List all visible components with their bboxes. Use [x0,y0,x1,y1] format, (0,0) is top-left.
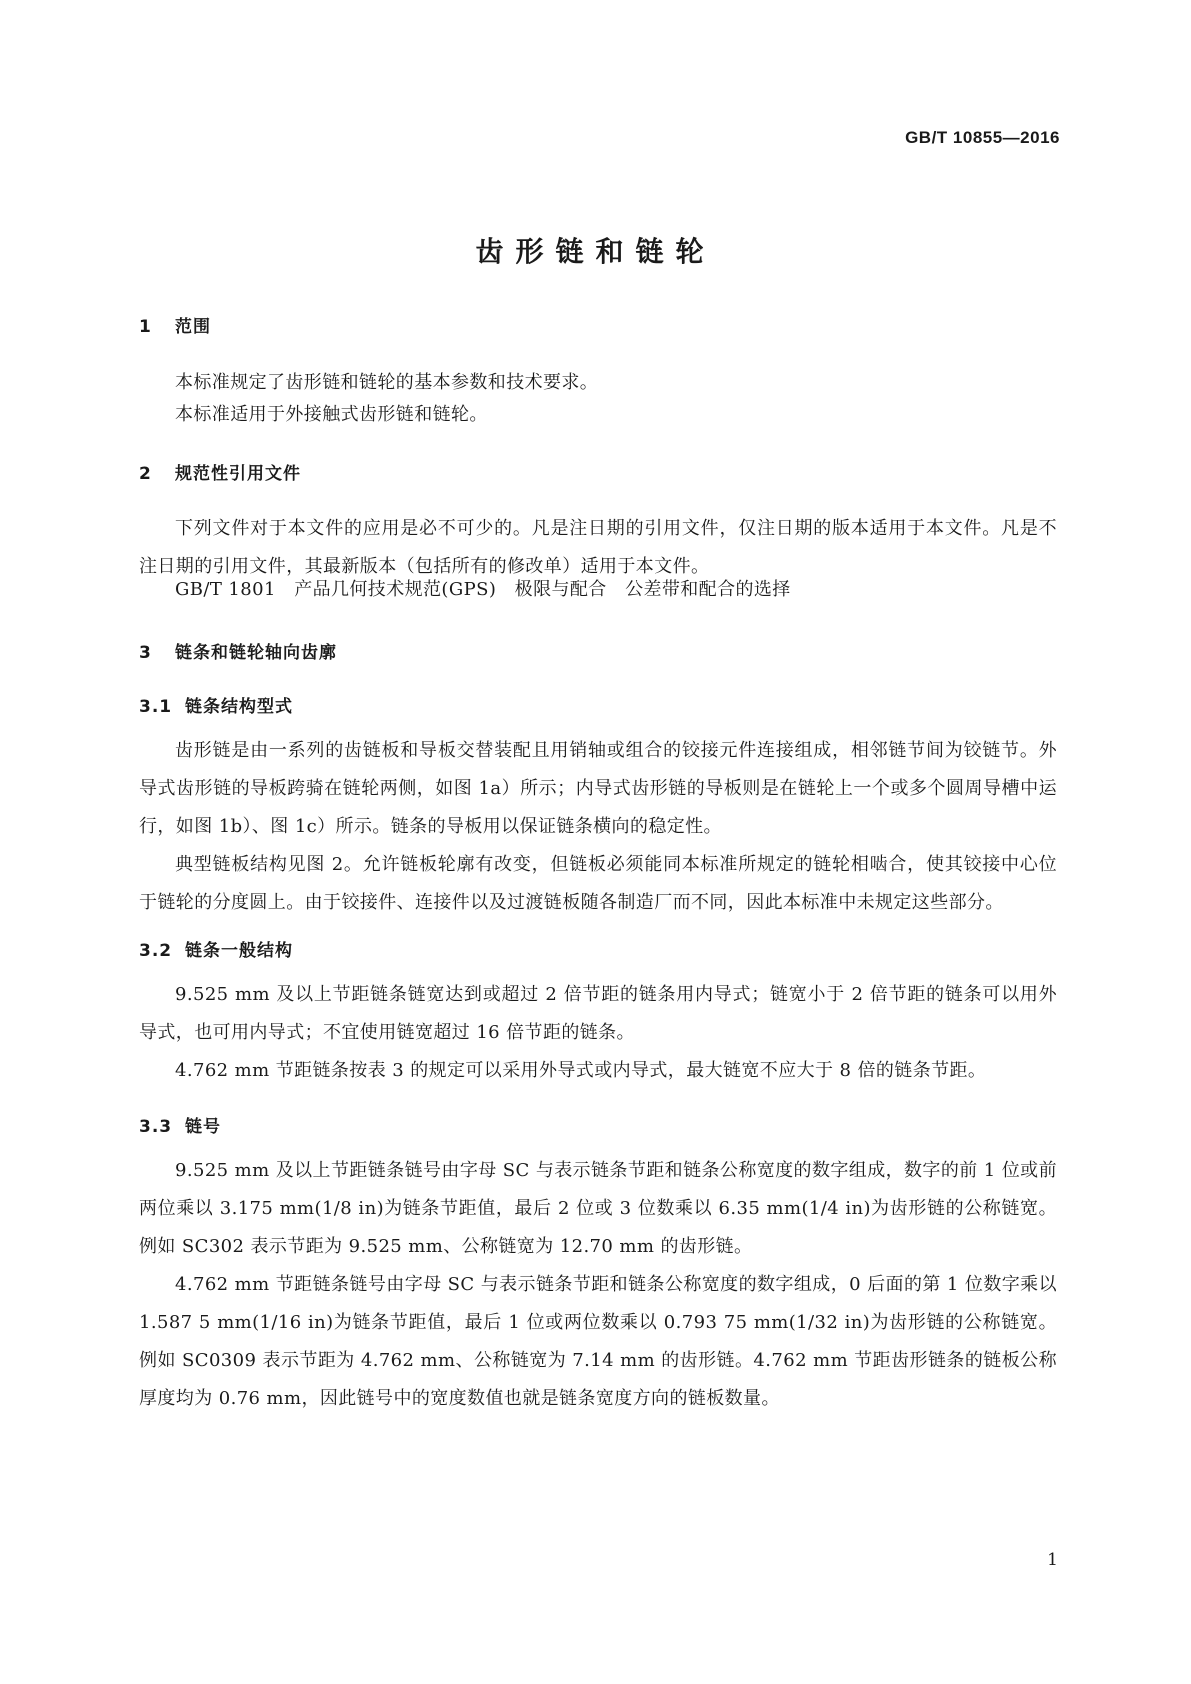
section-number: 3.1 [139,697,173,717]
section-number: 3 [139,643,152,663]
section-3-3-heading [139,1112,221,1137]
paragraph: 4.762 mm 节距链条按表 3 的规定可以采用外导式或内导式，最大链宽不应大于 8 倍的链条节距。 [175,1060,987,1081]
paragraph: 下列文件对于本文件的应用是必不可少的。凡是注日期的引用文件，仅注日期的版本适用于本文件。凡是不注日期的引用文件，其最新版本（包括所有的修改单）适用于本文件。 [139,518,1057,577]
section-number: 2 [139,464,152,484]
normative-reference: GB/T 1801 产品几何技术规范(GPS) 极限与配合 公差带和配合的选择 [175,579,791,600]
section-title: 链条一般结构 [185,941,293,961]
section-2-heading [139,459,301,484]
section-title: 规范性引用文件 [175,464,301,484]
paragraph: 齿形链是由一系列的齿链板和导板交替装配且用销轴或组合的铰接元件连接组成，相邻链节间为铰链节。外导式齿形链的导板跨骑在链轮两侧，如图 1a）所示；内导式齿形链的导板则是在链轮上一个或多个圆周导槽中运行，如图 1b）、图 1c）所示。链条的导板用以保证链条横向的稳定性。 [139,740,1057,837]
paragraph: 4.762 mm 节距链条链号由字母 SC 与表示链条节距和链条公称宽度的数字组成，0 后面的第 1 位数字乘以 1.587 5 mm(1/16 in)为链条节距值，最后 1 位或两位数乘以 0.793 75 mm(1/32 in)为齿形链的公称链宽。例如 SC0309 表示节距为 4.762 mm、公称链宽为 7.14 mm 的齿形链。4.762 mm 节距齿形链条的链板公称厚度均为 0.76 mm，因此链号中的宽度数值也就是链条宽度方向的链板数量。 [139,1274,1057,1409]
section-1-heading [139,312,211,337]
standard-number: GB/T 10855—2016 [905,128,1060,147]
section-number: 3.3 [139,1117,173,1137]
section-title: 范围 [175,317,211,337]
paragraph: 9.525 mm 及以上节距链条链宽达到或超过 2 倍节距的链条用内导式；链宽小于 2 倍节距的链条可以用外导式，也可用内导式；不宜使用链宽超过 16 倍节距的链条。 [139,984,1057,1043]
section-number: 3.2 [139,941,173,961]
paragraph: 9.525 mm 及以上节距链条链号由字母 SC 与表示链条节距和链条公称宽度的数字组成，数字的前 1 位或前两位乘以 3.175 mm(1/8 in)为链条节距值，最后 2 位或 3 位数乘以 6.35 mm(1/4 in)为齿形链的公称链宽。例如 SC302 表示节距为 9.525 mm、公称链宽为 12.70 mm 的齿形链。 [139,1160,1057,1257]
paragraph: 本标准适用于外接触式齿形链和链轮。 [175,404,488,425]
section-3-1-heading [139,692,293,717]
section-3-heading [139,638,337,663]
section-title: 链条结构型式 [185,697,293,717]
document-title: 齿形链和链轮 [475,235,716,268]
section-title: 链号 [185,1117,221,1137]
paragraph: 本标准规定了齿形链和链轮的基本参数和技术要求。 [175,372,599,393]
page-number: 1 [1047,1550,1058,1570]
section-title: 链条和链轮轴向齿廓 [175,643,337,663]
section-3-2-heading [139,936,293,961]
paragraph: 典型链板结构见图 2。允许链板轮廓有改变，但链板必须能同本标准所规定的链轮相啮合，使其铰接中心位于链轮的分度圆上。由于铰接件、连接件以及过渡链板随各制造厂而不同，因此本标准中未规定这些部分。 [139,854,1057,913]
section-number: 1 [139,317,152,337]
